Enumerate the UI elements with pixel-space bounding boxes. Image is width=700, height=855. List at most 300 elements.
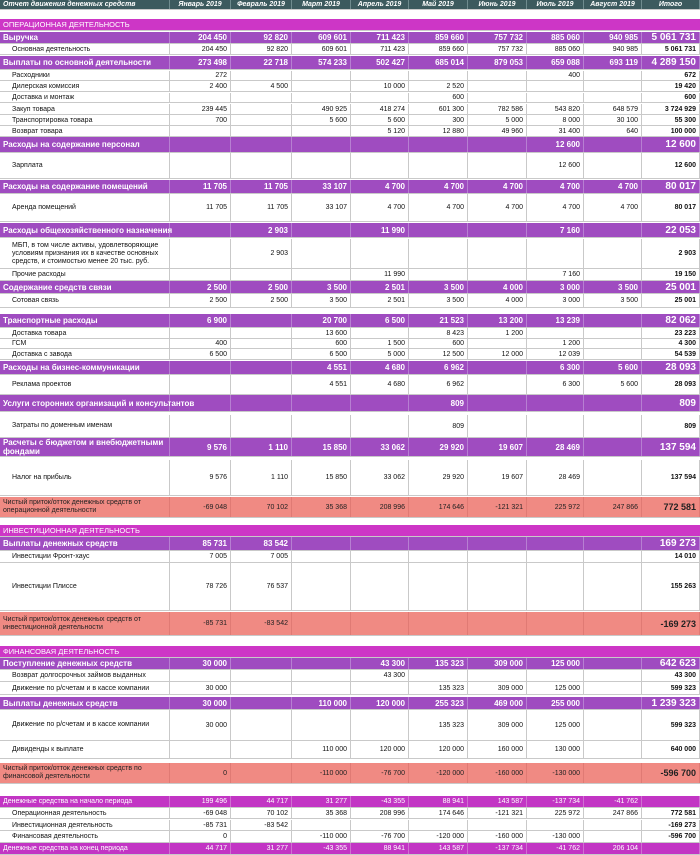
- month-cell[interactable]: -121 321: [468, 497, 527, 517]
- month-cell[interactable]: [468, 537, 527, 550]
- month-cell[interactable]: [409, 670, 468, 681]
- month-cell[interactable]: 4 700: [468, 194, 527, 221]
- month-cell[interactable]: [231, 153, 292, 178]
- row-label[interactable]: ГСМ: [0, 339, 170, 348]
- month-cell[interactable]: [527, 670, 584, 681]
- row-label[interactable]: Закуп товара: [0, 104, 170, 114]
- row-label[interactable]: Поступление денежных средств: [0, 658, 170, 669]
- month-cell[interactable]: [468, 339, 527, 348]
- month-cell[interactable]: 44 717: [231, 796, 292, 807]
- month-cell[interactable]: [468, 612, 527, 635]
- row-label[interactable]: Возврат долгосрочных займов выданных: [0, 670, 170, 681]
- month-cell[interactable]: 247 866: [584, 808, 642, 818]
- row-label[interactable]: Услуги сторонних организаций и консультантов: [0, 395, 170, 411]
- month-cell[interactable]: -69 048: [170, 808, 231, 818]
- month-cell[interactable]: 255 000: [527, 697, 584, 709]
- month-cell[interactable]: [351, 93, 409, 102]
- row-label[interactable]: Расходники: [0, 71, 170, 80]
- month-cell[interactable]: [409, 612, 468, 635]
- month-cell[interactable]: [292, 126, 351, 136]
- total-cell[interactable]: 155 263: [642, 563, 700, 610]
- month-cell[interactable]: [292, 658, 351, 669]
- month-cell[interactable]: [468, 153, 527, 178]
- month-cell[interactable]: -130 000: [527, 763, 584, 783]
- month-cell[interactable]: [351, 137, 409, 152]
- row-label[interactable]: Налог на прибыль: [0, 460, 170, 495]
- month-cell[interactable]: [351, 682, 409, 694]
- month-cell[interactable]: [170, 328, 231, 338]
- month-cell[interactable]: 4 700: [351, 180, 409, 193]
- month-cell[interactable]: 2 400: [170, 81, 231, 91]
- month-cell[interactable]: [409, 223, 468, 237]
- month-cell[interactable]: 400: [527, 71, 584, 80]
- total-cell[interactable]: 22 053: [642, 223, 700, 237]
- month-cell[interactable]: [584, 612, 642, 635]
- month-cell[interactable]: [468, 375, 527, 394]
- month-cell[interactable]: 30 000: [170, 697, 231, 709]
- month-cell[interactable]: 19 607: [468, 460, 527, 495]
- month-cell[interactable]: 12 880: [409, 126, 468, 136]
- month-cell[interactable]: [409, 537, 468, 550]
- total-cell[interactable]: 19 420: [642, 81, 700, 91]
- total-cell[interactable]: -596 700: [642, 763, 700, 783]
- month-cell[interactable]: 10 000: [351, 81, 409, 91]
- month-cell[interactable]: [584, 81, 642, 91]
- row-label[interactable]: Чистый приток/отток денежных средств от инвестиционной деятельности: [0, 612, 170, 635]
- month-cell[interactable]: 273 498: [170, 56, 231, 69]
- month-cell[interactable]: -85 731: [170, 820, 231, 830]
- month-cell[interactable]: [231, 269, 292, 280]
- month-cell[interactable]: [170, 126, 231, 136]
- month-cell[interactable]: 5 000: [468, 115, 527, 125]
- row-label[interactable]: Транспортные расходы: [0, 314, 170, 327]
- month-cell[interactable]: 659 088: [527, 56, 584, 69]
- month-cell[interactable]: 83 542: [231, 537, 292, 550]
- month-cell[interactable]: [584, 831, 642, 842]
- month-cell[interactable]: 4 700: [527, 194, 584, 221]
- month-cell[interactable]: 4 551: [292, 361, 351, 374]
- month-cell[interactable]: 418 274: [351, 104, 409, 114]
- month-cell[interactable]: Июль 2019: [527, 0, 584, 9]
- month-cell[interactable]: 5 600: [351, 115, 409, 125]
- total-cell[interactable]: 55 300: [642, 115, 700, 125]
- month-cell[interactable]: [170, 670, 231, 681]
- month-cell[interactable]: -110 000: [292, 763, 351, 783]
- month-cell[interactable]: [292, 820, 351, 830]
- month-cell[interactable]: 940 985: [584, 44, 642, 54]
- month-cell[interactable]: [409, 71, 468, 80]
- month-cell[interactable]: 2 500: [231, 294, 292, 307]
- month-cell[interactable]: 600: [292, 339, 351, 348]
- month-cell[interactable]: [468, 670, 527, 681]
- month-cell[interactable]: [231, 831, 292, 842]
- month-cell[interactable]: 640: [584, 126, 642, 136]
- month-cell[interactable]: 13 200: [468, 314, 527, 327]
- total-cell[interactable]: -596 700: [642, 831, 700, 842]
- month-cell[interactable]: 4 700: [409, 194, 468, 221]
- row-label[interactable]: Доставка товара: [0, 328, 170, 338]
- month-cell[interactable]: 21 523: [409, 314, 468, 327]
- month-cell[interactable]: 7 160: [527, 269, 584, 280]
- total-cell[interactable]: 772 581: [642, 808, 700, 818]
- month-cell[interactable]: 12 600: [527, 153, 584, 178]
- total-cell[interactable]: 28 093: [642, 361, 700, 374]
- month-cell[interactable]: [527, 415, 584, 437]
- month-cell[interactable]: 0: [170, 831, 231, 842]
- month-cell[interactable]: 29 920: [409, 438, 468, 456]
- month-cell[interactable]: [292, 682, 351, 694]
- total-cell[interactable]: 599 323: [642, 682, 700, 694]
- month-cell[interactable]: [292, 153, 351, 178]
- month-cell[interactable]: 199 496: [170, 796, 231, 807]
- month-cell[interactable]: [231, 115, 292, 125]
- month-cell[interactable]: [584, 460, 642, 495]
- month-cell[interactable]: 0: [170, 763, 231, 783]
- row-label[interactable]: Чистый приток/отток денежных средств по финансовой деятельности: [0, 763, 170, 783]
- month-cell[interactable]: 120 000: [351, 741, 409, 758]
- month-cell[interactable]: -76 700: [351, 763, 409, 783]
- month-cell[interactable]: 5 000: [351, 349, 409, 359]
- month-cell[interactable]: [292, 551, 351, 562]
- month-cell[interactable]: Март 2019: [292, 0, 351, 9]
- month-cell[interactable]: 4 500: [231, 81, 292, 91]
- month-cell[interactable]: 85 731: [170, 537, 231, 550]
- month-cell[interactable]: 33 062: [351, 438, 409, 456]
- month-cell[interactable]: 49 960: [468, 126, 527, 136]
- month-cell[interactable]: [351, 239, 409, 268]
- month-cell[interactable]: -160 000: [468, 763, 527, 783]
- month-cell[interactable]: [292, 537, 351, 550]
- month-cell[interactable]: [231, 670, 292, 681]
- month-cell[interactable]: 5 600: [292, 115, 351, 125]
- month-cell[interactable]: 135 323: [409, 658, 468, 669]
- month-cell[interactable]: 4 551: [292, 375, 351, 394]
- month-cell[interactable]: [231, 339, 292, 348]
- month-cell[interactable]: 15 850: [292, 438, 351, 456]
- month-cell[interactable]: [231, 126, 292, 136]
- month-cell[interactable]: [351, 395, 409, 411]
- month-cell[interactable]: 30 000: [170, 682, 231, 694]
- month-cell[interactable]: 502 427: [351, 56, 409, 69]
- row-label[interactable]: Расчеты с бюджетом и внебюджетными фондами: [0, 438, 170, 456]
- row-label[interactable]: Затраты по доменным именам: [0, 415, 170, 437]
- month-cell[interactable]: 4 700: [351, 194, 409, 221]
- total-cell[interactable]: 43 300: [642, 670, 700, 681]
- month-cell[interactable]: 6 300: [527, 375, 584, 394]
- month-cell[interactable]: [527, 239, 584, 268]
- month-cell[interactable]: [468, 93, 527, 102]
- row-label[interactable]: Чистый приток/отток денежных средств от операционной деятельности: [0, 497, 170, 517]
- row-label[interactable]: Доставка и монтаж: [0, 93, 170, 102]
- month-cell[interactable]: 31 277: [292, 796, 351, 807]
- month-cell[interactable]: [409, 551, 468, 562]
- month-cell[interactable]: [584, 314, 642, 327]
- month-cell[interactable]: 110 000: [292, 741, 351, 758]
- month-cell[interactable]: [468, 415, 527, 437]
- month-cell[interactable]: [409, 137, 468, 152]
- month-cell[interactable]: [468, 71, 527, 80]
- month-cell[interactable]: [584, 339, 642, 348]
- month-cell[interactable]: Июнь 2019: [468, 0, 527, 9]
- month-cell[interactable]: [231, 415, 292, 437]
- month-cell[interactable]: [231, 697, 292, 709]
- month-cell[interactable]: [231, 763, 292, 783]
- month-cell[interactable]: Апрель 2019: [351, 0, 409, 9]
- month-cell[interactable]: 782 586: [468, 104, 527, 114]
- month-cell[interactable]: 9 576: [170, 438, 231, 456]
- month-cell[interactable]: 2 500: [170, 281, 231, 293]
- month-cell[interactable]: 78 726: [170, 563, 231, 610]
- month-cell[interactable]: 5 600: [584, 361, 642, 374]
- row-label[interactable]: Реклама проектов: [0, 375, 170, 394]
- month-cell[interactable]: [292, 137, 351, 152]
- month-cell[interactable]: [584, 741, 642, 758]
- month-cell[interactable]: [351, 612, 409, 635]
- month-cell[interactable]: 3 000: [527, 294, 584, 307]
- month-cell[interactable]: 1 200: [468, 328, 527, 338]
- month-cell[interactable]: [170, 223, 231, 237]
- total-cell[interactable]: 599 323: [642, 710, 700, 740]
- month-cell[interactable]: 400: [170, 339, 231, 348]
- month-cell[interactable]: 885 060: [527, 32, 584, 43]
- month-cell[interactable]: [170, 153, 231, 178]
- total-cell[interactable]: 4 289 150: [642, 56, 700, 69]
- total-cell[interactable]: 3 724 929: [642, 104, 700, 114]
- total-cell[interactable]: 809: [642, 415, 700, 437]
- month-cell[interactable]: 3 000: [527, 281, 584, 293]
- month-cell[interactable]: Январь 2019: [170, 0, 231, 9]
- month-cell[interactable]: 6 300: [527, 361, 584, 374]
- month-cell[interactable]: 110 000: [292, 697, 351, 709]
- month-cell[interactable]: 693 119: [584, 56, 642, 69]
- month-cell[interactable]: 600: [409, 93, 468, 102]
- month-cell[interactable]: 272: [170, 71, 231, 80]
- total-cell[interactable]: 640 000: [642, 741, 700, 758]
- total-cell[interactable]: 642 623: [642, 658, 700, 669]
- row-label[interactable]: Инвестиции Фронт-хаус: [0, 551, 170, 562]
- month-cell[interactable]: [527, 563, 584, 610]
- month-cell[interactable]: -85 731: [170, 612, 231, 635]
- month-cell[interactable]: 543 820: [527, 104, 584, 114]
- month-cell[interactable]: [292, 93, 351, 102]
- row-label[interactable]: Выплаты денежных средств: [0, 537, 170, 550]
- row-label[interactable]: Расходы на содержание персонал: [0, 137, 170, 152]
- month-cell[interactable]: 2 520: [409, 81, 468, 91]
- month-cell[interactable]: [292, 415, 351, 437]
- month-cell[interactable]: 208 996: [351, 808, 409, 818]
- row-label[interactable]: Движение по р/счетам и в кассе компании: [0, 710, 170, 740]
- month-cell[interactable]: [468, 137, 527, 152]
- month-cell[interactable]: [584, 820, 642, 830]
- month-cell[interactable]: [409, 239, 468, 268]
- month-cell[interactable]: 12 000: [468, 349, 527, 359]
- month-cell[interactable]: [292, 223, 351, 237]
- row-label[interactable]: Аренда помещений: [0, 194, 170, 221]
- month-cell[interactable]: [351, 153, 409, 178]
- month-cell[interactable]: [468, 395, 527, 411]
- month-cell[interactable]: -69 048: [170, 497, 231, 517]
- month-cell[interactable]: 600: [409, 339, 468, 348]
- month-cell[interactable]: 2 500: [170, 294, 231, 307]
- month-cell[interactable]: [351, 328, 409, 338]
- month-cell[interactable]: 247 866: [584, 497, 642, 517]
- total-cell[interactable]: 25 001: [642, 281, 700, 293]
- month-cell[interactable]: 70 102: [231, 497, 292, 517]
- month-cell[interactable]: [584, 93, 642, 102]
- month-cell[interactable]: [468, 81, 527, 91]
- month-cell[interactable]: [351, 563, 409, 610]
- month-cell[interactable]: 4 000: [468, 294, 527, 307]
- row-label[interactable]: Инвестиционная деятельность: [0, 820, 170, 830]
- month-cell[interactable]: 12 039: [527, 349, 584, 359]
- month-cell[interactable]: 2 500: [231, 281, 292, 293]
- month-cell[interactable]: -43 355: [351, 796, 409, 807]
- month-cell[interactable]: [170, 741, 231, 758]
- month-cell[interactable]: 125 000: [527, 710, 584, 740]
- month-cell[interactable]: -130 000: [527, 831, 584, 842]
- row-label[interactable]: Расходы на бизнес-коммуникации: [0, 361, 170, 374]
- month-cell[interactable]: 31 400: [527, 126, 584, 136]
- total-cell[interactable]: 25 001: [642, 294, 700, 307]
- month-cell[interactable]: 1 500: [351, 339, 409, 348]
- month-cell[interactable]: 11 705: [231, 180, 292, 193]
- month-cell[interactable]: [584, 239, 642, 268]
- month-cell[interactable]: 88 941: [409, 796, 468, 807]
- month-cell[interactable]: [584, 438, 642, 456]
- month-cell[interactable]: 879 053: [468, 56, 527, 69]
- month-cell[interactable]: 3 500: [292, 294, 351, 307]
- total-cell[interactable]: [642, 843, 700, 854]
- row-label[interactable]: Транспортировка товара: [0, 115, 170, 125]
- month-cell[interactable]: 3 500: [584, 281, 642, 293]
- month-cell[interactable]: [584, 349, 642, 359]
- month-cell[interactable]: Август 2019: [584, 0, 642, 9]
- month-cell[interactable]: 6 500: [170, 349, 231, 359]
- month-cell[interactable]: 30 000: [170, 658, 231, 669]
- month-cell[interactable]: 28 469: [527, 438, 584, 456]
- total-cell[interactable]: 100 000: [642, 126, 700, 136]
- month-cell[interactable]: 4 700: [468, 180, 527, 193]
- month-cell[interactable]: -41 762: [584, 796, 642, 807]
- month-cell[interactable]: 70 102: [231, 808, 292, 818]
- month-cell[interactable]: 4 700: [409, 180, 468, 193]
- total-cell[interactable]: 169 273: [642, 537, 700, 550]
- month-cell[interactable]: 5 600: [584, 375, 642, 394]
- month-cell[interactable]: [231, 93, 292, 102]
- month-cell[interactable]: 3 500: [292, 281, 351, 293]
- month-cell[interactable]: 12 600: [527, 137, 584, 152]
- month-cell[interactable]: 9 576: [170, 460, 231, 495]
- month-cell[interactable]: 43 300: [351, 658, 409, 669]
- month-cell[interactable]: [527, 93, 584, 102]
- month-cell[interactable]: -120 000: [409, 763, 468, 783]
- row-label[interactable]: Выплаты по основной деятельности: [0, 56, 170, 69]
- total-cell[interactable]: 137 594: [642, 460, 700, 495]
- month-cell[interactable]: 4 680: [351, 375, 409, 394]
- month-cell[interactable]: 490 925: [292, 104, 351, 114]
- month-cell[interactable]: 43 300: [351, 670, 409, 681]
- month-cell[interactable]: -83 542: [231, 612, 292, 635]
- month-cell[interactable]: 120 000: [351, 697, 409, 709]
- month-cell[interactable]: 12 500: [409, 349, 468, 359]
- month-cell[interactable]: 8 423: [409, 328, 468, 338]
- month-cell[interactable]: [231, 137, 292, 152]
- month-cell[interactable]: 33 062: [351, 460, 409, 495]
- total-cell[interactable]: 14 010: [642, 551, 700, 562]
- month-cell[interactable]: 609 601: [292, 32, 351, 43]
- month-cell[interactable]: 8 000: [527, 115, 584, 125]
- month-cell[interactable]: [231, 104, 292, 114]
- month-cell[interactable]: 4 000: [468, 281, 527, 293]
- month-cell[interactable]: [170, 93, 231, 102]
- month-cell[interactable]: 2 501: [351, 294, 409, 307]
- month-cell[interactable]: 11 990: [351, 269, 409, 280]
- month-cell[interactable]: [170, 395, 231, 411]
- month-cell[interactable]: 757 732: [468, 32, 527, 43]
- month-cell[interactable]: 1 110: [231, 460, 292, 495]
- month-cell[interactable]: 3 500: [584, 294, 642, 307]
- total-cell[interactable]: 19 150: [642, 269, 700, 280]
- month-cell[interactable]: 33 107: [292, 180, 351, 193]
- month-cell[interactable]: 11 990: [351, 223, 409, 237]
- total-cell[interactable]: -169 273: [642, 820, 700, 830]
- month-cell[interactable]: 711 423: [351, 32, 409, 43]
- month-cell[interactable]: 29 920: [409, 460, 468, 495]
- month-cell[interactable]: [170, 239, 231, 268]
- total-cell[interactable]: Итого: [642, 0, 700, 9]
- month-cell[interactable]: 120 000: [409, 741, 468, 758]
- month-cell[interactable]: [170, 269, 231, 280]
- month-cell[interactable]: [292, 81, 351, 91]
- month-cell[interactable]: 92 820: [231, 44, 292, 54]
- total-cell[interactable]: 82 062: [642, 314, 700, 327]
- month-cell[interactable]: 940 985: [584, 32, 642, 43]
- month-cell[interactable]: 130 000: [527, 741, 584, 758]
- month-cell[interactable]: [231, 658, 292, 669]
- total-cell[interactable]: 5 061 731: [642, 44, 700, 54]
- row-label[interactable]: Денежные средства на начало периода: [0, 796, 170, 807]
- month-cell[interactable]: 648 579: [584, 104, 642, 114]
- month-cell[interactable]: 174 646: [409, 808, 468, 818]
- month-cell[interactable]: [527, 551, 584, 562]
- row-label[interactable]: Выплаты денежных средств: [0, 697, 170, 709]
- month-cell[interactable]: 2 903: [231, 223, 292, 237]
- month-cell[interactable]: 125 000: [527, 682, 584, 694]
- month-cell[interactable]: Февраль 2019: [231, 0, 292, 9]
- month-cell[interactable]: 143 587: [409, 843, 468, 854]
- row-label[interactable]: Операционная деятельность: [0, 808, 170, 818]
- month-cell[interactable]: 3 500: [409, 281, 468, 293]
- month-cell[interactable]: 700: [170, 115, 231, 125]
- row-label[interactable]: Доставка с завода: [0, 349, 170, 359]
- month-cell[interactable]: -160 000: [468, 831, 527, 842]
- row-label[interactable]: Денежные средства на конец периода: [0, 843, 170, 854]
- total-cell[interactable]: 1 239 323: [642, 697, 700, 709]
- month-cell[interactable]: 255 323: [409, 697, 468, 709]
- total-cell[interactable]: 5 061 731: [642, 32, 700, 43]
- total-cell[interactable]: -169 273: [642, 612, 700, 635]
- month-cell[interactable]: [584, 537, 642, 550]
- month-cell[interactable]: 31 277: [231, 843, 292, 854]
- month-cell[interactable]: [584, 563, 642, 610]
- month-cell[interactable]: [231, 741, 292, 758]
- total-cell[interactable]: 2 903: [642, 239, 700, 268]
- month-cell[interactable]: -137 734: [468, 843, 527, 854]
- month-cell[interactable]: 809: [409, 395, 468, 411]
- total-cell[interactable]: 80 017: [642, 180, 700, 193]
- month-cell[interactable]: [231, 395, 292, 411]
- row-label[interactable]: Расходы на содержание помещений: [0, 180, 170, 193]
